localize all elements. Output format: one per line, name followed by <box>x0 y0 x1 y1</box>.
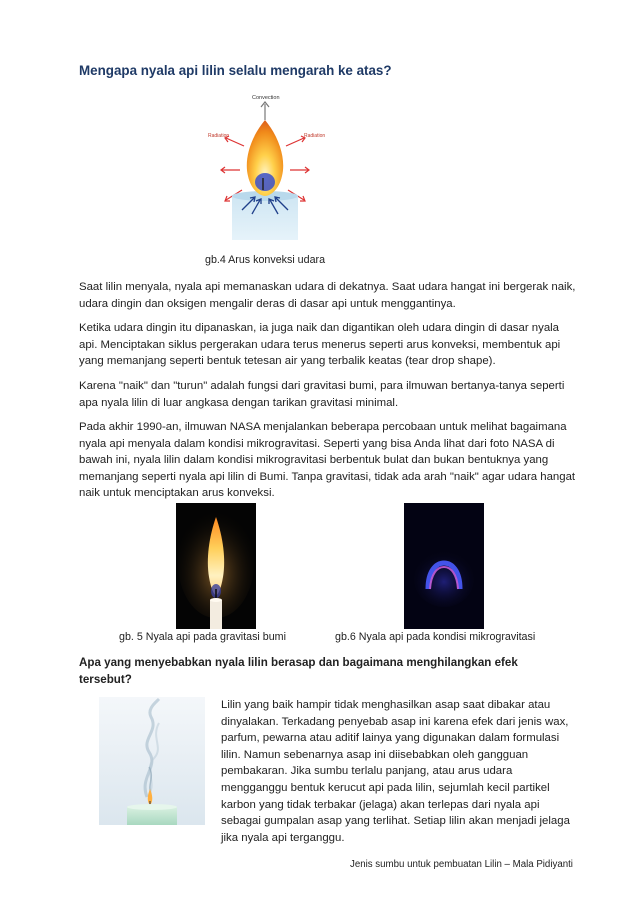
microgravity-flame-photo <box>404 503 484 629</box>
convection-diagram <box>190 88 340 240</box>
convection-label: Convection <box>252 95 280 101</box>
convection-arrow-icon <box>261 102 269 120</box>
radiation-label-left: Radiation <box>208 133 230 139</box>
figure6-caption: gb.6 Nyala api pada kondisi mikrogravitasi <box>335 631 536 643</box>
candle-smoke-photo <box>99 697 205 825</box>
earth-gravity-flame-photo <box>176 503 256 629</box>
radiation-label-right: Radiation <box>304 133 326 139</box>
paragraph-1: Saat lilin menyala, nyala api memanaskan udara di dekatnya. Saat udara hangat ini bergerak naik, udara dingin dan oksigen mengalir deras di dasar api untuk menggantinya. <box>79 281 576 310</box>
page-title: Mengapa nyala api lilin selalu mengarah ke atas? <box>79 63 392 78</box>
smoke-paragraph: Lilin yang baik hampir tidak menghasilkan asap saat dibakar atau dinyalakan. Terkadang penyebab asap ini karena efek dari jenis wax, parfum, pewarna atau aditif lainya yang digunakan dalam formulasi lilin. Namun sebenarnya asap ini diisebabkan oleh gangguan pembakaran. Jika sumbu terlalu panjang, atau arus udara mengganggu bentuk kerucut api pada lilin, sejumlah kecil partikel karbon yang tidak terbakar (jelaga) akan terlepas dari nyala api sebagai gumpalan asap yang terlihat. Setiap lilin akan menjadi jelaga jika nyala api terganggu. <box>221 699 570 844</box>
section-heading: Apa yang menyebabkan nyala lilin berasap dan bagaimana menghilangkan efek tersebut? <box>79 656 518 686</box>
figure5-caption: gb. 5 Nyala api pada gravitasi bumi <box>119 631 286 643</box>
paragraph-4: Pada akhir 1990-an, ilmuwan NASA menjalankan beberapa percobaan untuk melihat bagaimana nyala api menyala dalam kondisi mikrogravitasi. Seperti yang bisa Anda lihat dari foto NASA di bawah ini, nyala lilin dalam kondisi mikrogravitasi berbentuk bulat dan bukan bentuknya yang memanjang seperti nyala api lilin di Bumi. Tanpa gravitasi, tidak ada arah "naik" agar udara hangat naik untuk menciptakan arus konveksi. <box>79 421 576 500</box>
page-footer: Jenis sumbu untuk pembuatan Lilin – Mala Pidiyanti <box>350 859 573 870</box>
paragraph-3: Karena "naik" dan "turun" adalah fungsi dari gravitasi bumi, para ilmuwan bertanya-tanya seperti apa nyala lilin di luar angkasa dengan tarikan gravitasi minimal. <box>79 380 565 409</box>
figure4-caption: gb.4 Arus konveksi udara <box>205 254 326 266</box>
paragraph-2: Ketika udara dingin itu dipanaskan, ia juga naik dan digantikan oleh udara dingin di dasar nyala api. Menciptakan siklus pergerakan udara terus menerus seperti arus konveksi, membentuk api yang memanjang seperti bentuk tetesan air yang terbalik keatas (tear drop shape). <box>79 322 561 368</box>
